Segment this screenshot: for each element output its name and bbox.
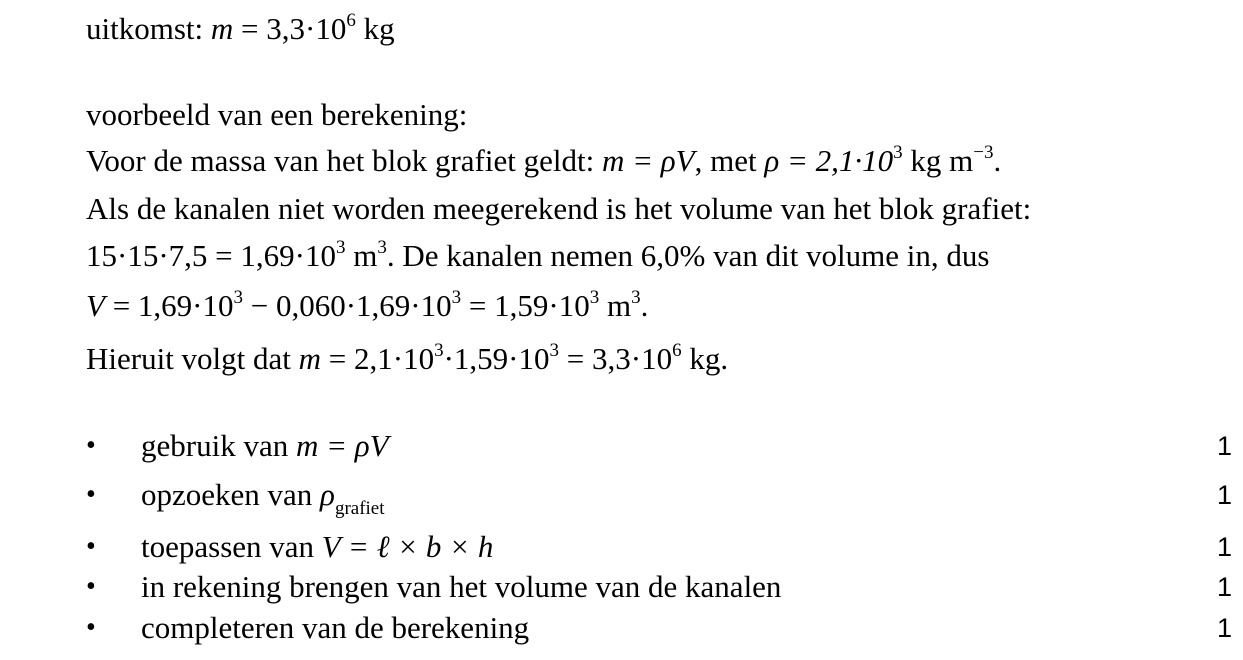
density-value: ρ = 2,1·10 (764, 143, 894, 178)
bullet-icon: • (86, 612, 96, 643)
calc-line-4-c-exp: 3 (589, 287, 600, 308)
calc-line-3 (86, 237, 989, 275)
bullet-icon: • (86, 531, 96, 562)
calc-line-4 (86, 287, 648, 325)
volume-exponent: 3 (335, 237, 346, 258)
mass-variable: m (298, 341, 322, 376)
mass-density-formula: m = ρV (601, 143, 695, 178)
calc-line-4-unit-exp: 3 (631, 287, 641, 308)
calc-line-5-b-exp: 3 (549, 340, 560, 361)
criterion-label: gebruik van (141, 428, 289, 463)
calc-line-5 (86, 340, 728, 378)
criterion-text (141, 476, 385, 519)
calc-line-1 (86, 142, 1001, 180)
criterion-score: 1 (1216, 480, 1232, 510)
criterion-score: 1 (1216, 613, 1232, 643)
calc-line-1-mid: , met (694, 143, 757, 178)
calc-line-5-c-exp: 6 (672, 340, 682, 361)
criterion-text: in rekening brengen van het volume van de kanalen (141, 569, 782, 604)
calc-line-5-a: = 2,1·10 (328, 341, 435, 376)
volume-product: 15·15·7,5 = 1,69·10 (86, 238, 336, 273)
example-heading: voorbeeld van een berekening: (86, 97, 468, 132)
volume-variable: V (86, 288, 105, 323)
outcome-line (86, 10, 395, 48)
criterion-label: opzoeken van (141, 477, 313, 512)
criterion-formula: m = ρV (295, 428, 389, 463)
calc-line-5-b: ·1,59·10 (443, 341, 550, 376)
calc-line-4-unit: m (606, 288, 632, 323)
volume-unit-exponent: 3 (377, 237, 387, 258)
calc-line-4-b-exp: 3 (451, 287, 462, 308)
outcome-label: uitkomst: (86, 11, 204, 46)
volume-unit: m (353, 238, 378, 273)
calc-line-5-text: Hieruit volgt dat (86, 341, 291, 376)
criterion-subscript: grafiet (334, 498, 385, 519)
calc-line-4-c: = 1,59·10 (468, 288, 590, 323)
calc-line-4-end: . (640, 288, 649, 323)
criterion-text: completeren van de berekening (141, 610, 530, 645)
criterion-score: 1 (1216, 532, 1232, 562)
outcome-exponent: 6 (346, 10, 356, 31)
density-unit: kg m (910, 143, 974, 178)
calc-line-5-unit: kg. (689, 341, 729, 376)
criterion-score: 1 (1216, 572, 1232, 602)
bullet-icon: • (86, 479, 96, 510)
criterion-score: 1 (1216, 431, 1232, 461)
calc-line-1-text: Voor de massa van het blok grafiet geldt: (86, 143, 595, 178)
calc-line-5-c: = 3,3·10 (566, 341, 673, 376)
criterion-text (141, 528, 493, 566)
outcome-variable: m (210, 11, 234, 46)
calc-line-5-a-exp: 3 (434, 340, 444, 361)
outcome-unit: kg (363, 11, 395, 46)
calc-line-3-rest: . De kanalen nemen 6,0% van dit volume in, dus (386, 238, 990, 273)
density-unit-exponent: −3 (973, 142, 994, 163)
calc-line-4-a: = 1,69·10 (112, 288, 234, 323)
criterion-formula: ρ (320, 477, 335, 512)
bullet-icon: • (86, 430, 96, 461)
outcome-value: = 3,3·10 (241, 11, 347, 46)
criterion-formula: V = ℓ × b × h (321, 529, 494, 564)
calc-line-4-a-exp: 3 (233, 287, 243, 308)
density-exponent: 3 (893, 142, 903, 163)
criterion-label: toepassen van (141, 529, 315, 564)
calc-line-1-end: . (993, 143, 1002, 178)
calc-line-4-b: − 0,060·1,69·10 (250, 288, 452, 323)
bullet-icon: • (86, 571, 96, 602)
criterion-text (141, 427, 389, 465)
calc-line-2: Als de kanalen niet worden meegerekend is het volume van het blok grafiet: (86, 191, 1032, 226)
